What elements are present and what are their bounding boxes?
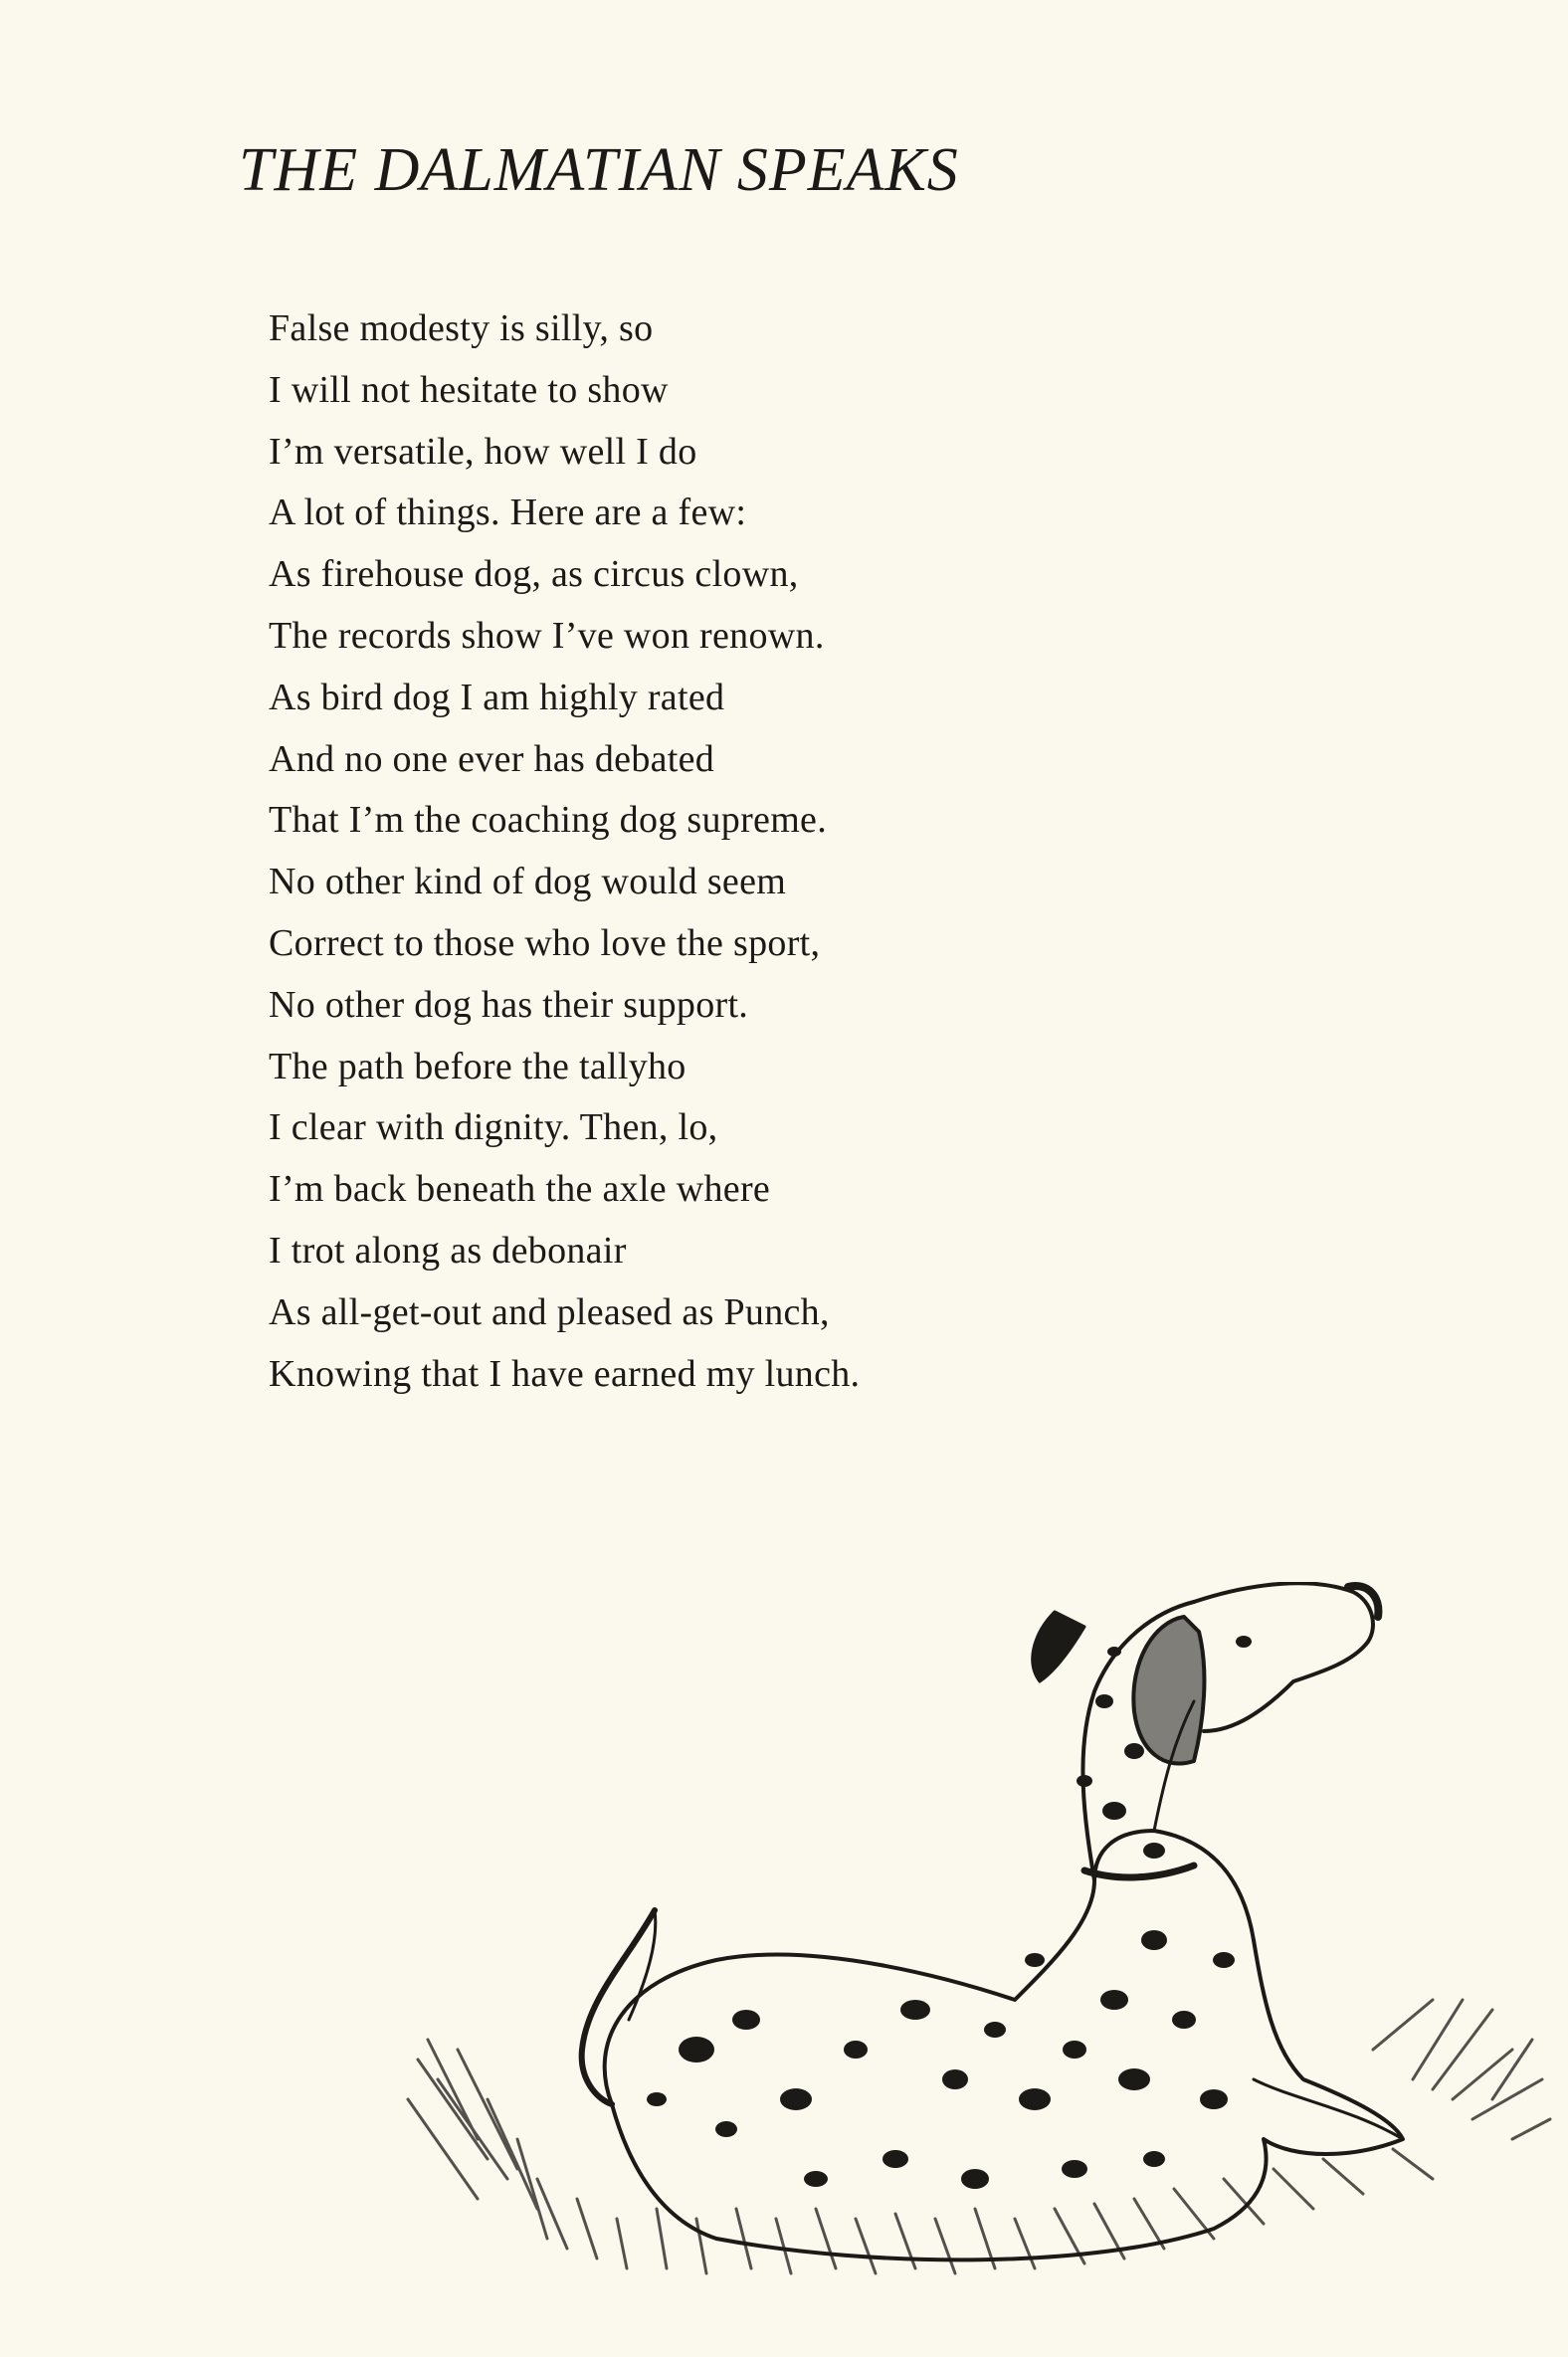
poem-line: I clear with dignity. Then, lo,: [269, 1106, 718, 1149]
page-title: THE DALMATIAN SPEAKS: [239, 136, 959, 204]
collar: [1084, 1866, 1194, 1877]
poem-line: I’m back beneath the axle where: [269, 1168, 771, 1211]
dalmatian-illustration: [398, 1582, 1552, 2278]
poem-line: Knowing that I have earned my lunch.: [269, 1352, 861, 1395]
poem-line: Correct to those who love the sport,: [269, 921, 821, 964]
tail: [582, 1910, 655, 2104]
poem-line: I will not hesitate to show: [269, 368, 669, 411]
poem-line: No other dog has their support.: [269, 983, 749, 1026]
poem: [269, 298, 860, 1405]
poem-line: As firehouse dog, as circus clown,: [269, 553, 799, 596]
poem-line: False modesty is silly, so: [269, 307, 654, 349]
poem-line: No other kind of dog would seem: [269, 861, 787, 903]
poem-line: As bird dog I am highly rated: [269, 676, 725, 718]
poem-line: And no one ever has debated: [269, 737, 715, 780]
poem-line: The records show I’ve won renown.: [269, 614, 825, 657]
poem-line: I trot along as debonair: [269, 1229, 627, 1272]
head: [1194, 1583, 1373, 1731]
grass: [408, 2000, 1550, 2273]
body-outline: [605, 1831, 1403, 2259]
poem-line: I’m versatile, how well I do: [269, 430, 697, 473]
back-ear: [1033, 1612, 1084, 1681]
poem-line: A lot of things. Here are a few:: [269, 491, 747, 534]
ear: [1133, 1617, 1204, 1764]
poem-line: The path before the tallyho: [269, 1045, 686, 1087]
poem-line: That I’m the coaching dog supreme.: [269, 799, 828, 842]
poem-line: As all-get-out and pleased as Punch,: [269, 1290, 830, 1333]
